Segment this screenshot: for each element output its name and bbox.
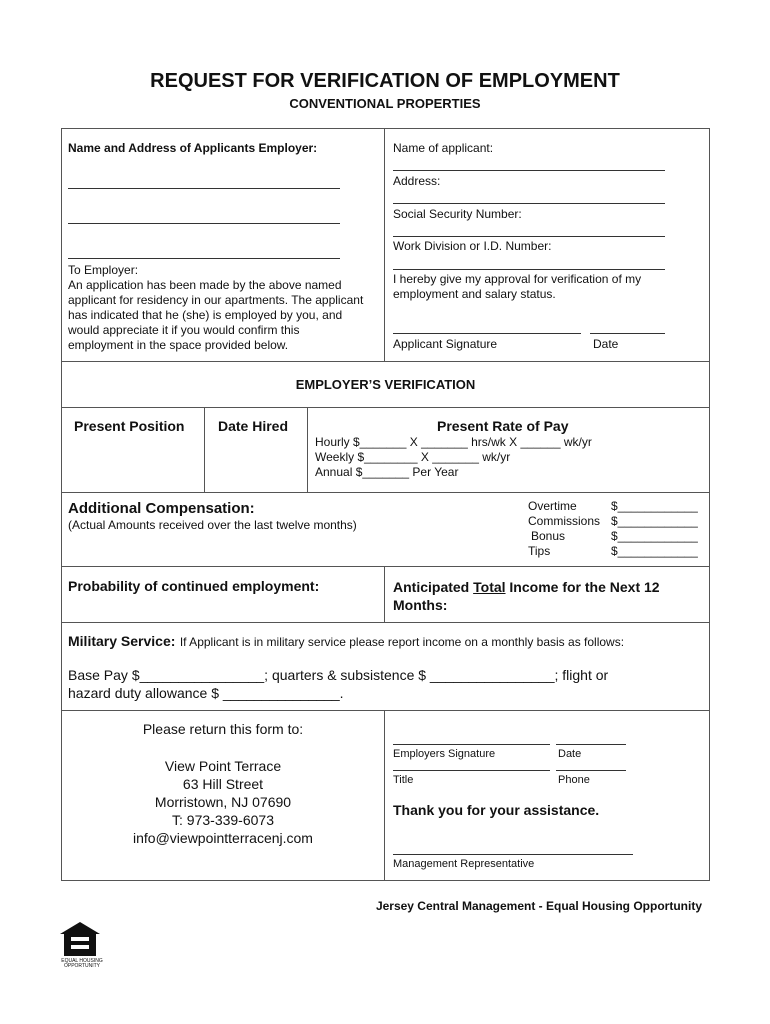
return-city: Morristown, NJ 07690 [154,794,292,810]
employer-date-label: Date [558,748,582,760]
applicant-name-label: Name of applicant: [393,141,494,155]
military-income-lines[interactable]: Base Pay $________________; quarters & subsistence $ ________________; flight or hazard duty allowance $ _______________. [68,667,609,701]
address-label: Address: [393,174,441,188]
probability-label: Probability of continued employment: [68,578,320,594]
rate-of-pay-lines[interactable]: Hourly $_______ X _______ hrs/wk X ______ wk/yr Weekly $________ X _______ wk/yr Annual $_______ Per Year [315,435,592,479]
return-section [62,711,709,881]
phone-label: Phone [558,774,590,786]
present-position-label: Present Position [74,418,185,434]
title-line[interactable] [393,770,550,771]
approval-text: I hereby give my approval for verification of my employment and salary status. [393,272,642,301]
employer-line-1[interactable] [68,188,340,189]
ssn-label: Social Security Number: [393,207,522,221]
return-name: View Point Terrace [164,758,282,774]
probability-section [62,567,709,623]
employer-name-label: Name and Address of Applicants Employer: [68,141,318,155]
anticipated-income-label: Anticipated Total Income for the Next 12 Months: [393,579,660,613]
comp-values[interactable]: $____________ $____________ $____________ $____________ [611,499,698,558]
employer-date-line[interactable] [556,744,626,745]
date-hired-label: Date Hired [218,418,289,434]
applicant-name-line[interactable] [393,170,665,171]
page-subtitle: CONVENTIONAL PROPERTIES [289,96,481,111]
present-rate-label: Present Rate of Pay [437,418,569,434]
work-division-label: Work Division or I.D. Number: [393,239,552,253]
applicant-signature-line[interactable] [393,333,581,334]
mgmt-rep-label: Management Representative [393,858,535,870]
verification-form [61,128,710,881]
additional-comp-heading: Additional Compensation: [68,500,255,517]
additional-comp-note: (Actual Amounts received over the last twelve months) [68,518,357,532]
applicant-section [62,129,709,362]
work-division-line[interactable] [393,269,665,270]
footer-text: Jersey Central Management - Equal Housing Opportunity [375,899,702,913]
military-heading: Military Service: If Applicant is in military service please report income on a monthly basis as follows: [68,633,625,649]
page-title: REQUEST FOR VERIFICATION OF EMPLOYMENT [150,70,620,92]
additional-compensation-section [62,493,709,567]
thank-you-text: Thank you for your assistance. [393,802,600,818]
equal-housing-logo-text: EQUAL HOUSING OPPORTUNITY [61,958,103,969]
military-section [62,623,709,711]
employer-line-3[interactable] [68,258,340,259]
employer-signature-line[interactable] [393,744,550,745]
ssn-line[interactable] [393,236,665,237]
please-return-label: Please return this form to: [142,721,304,737]
comp-labels: Overtime Commissions Bonus Tips [528,499,601,558]
return-address [62,757,384,847]
to-employer-text: To Employer: An application has been made by the above named applicant for residency in our apartments. The applicant has indicated that he (she) is employed by you, and would appreciate it if you would confirm this employment in the space provided below. [68,263,364,352]
applicant-date-label: Date [593,337,619,351]
employer-verification-title: EMPLOYER’S VERIFICATION [295,377,476,392]
equal-housing-icon [58,920,102,958]
mgmt-rep-line[interactable] [393,854,633,855]
employers-signature-label: Employers Signature [393,748,496,760]
employer-verification-heading [62,362,709,408]
applicant-date-line[interactable] [590,333,665,334]
phone-line[interactable] [556,770,626,771]
return-street: 63 Hill Street [182,776,264,792]
return-phone: T: 973-339-6073 [172,812,274,828]
address-line[interactable] [393,203,665,204]
employer-line-2[interactable] [68,223,340,224]
title-label: Title [393,774,414,786]
return-email[interactable]: info@viewpointterracenj.com [133,830,313,846]
applicant-signature-label: Applicant Signature [393,337,498,351]
pay-section [62,408,709,493]
